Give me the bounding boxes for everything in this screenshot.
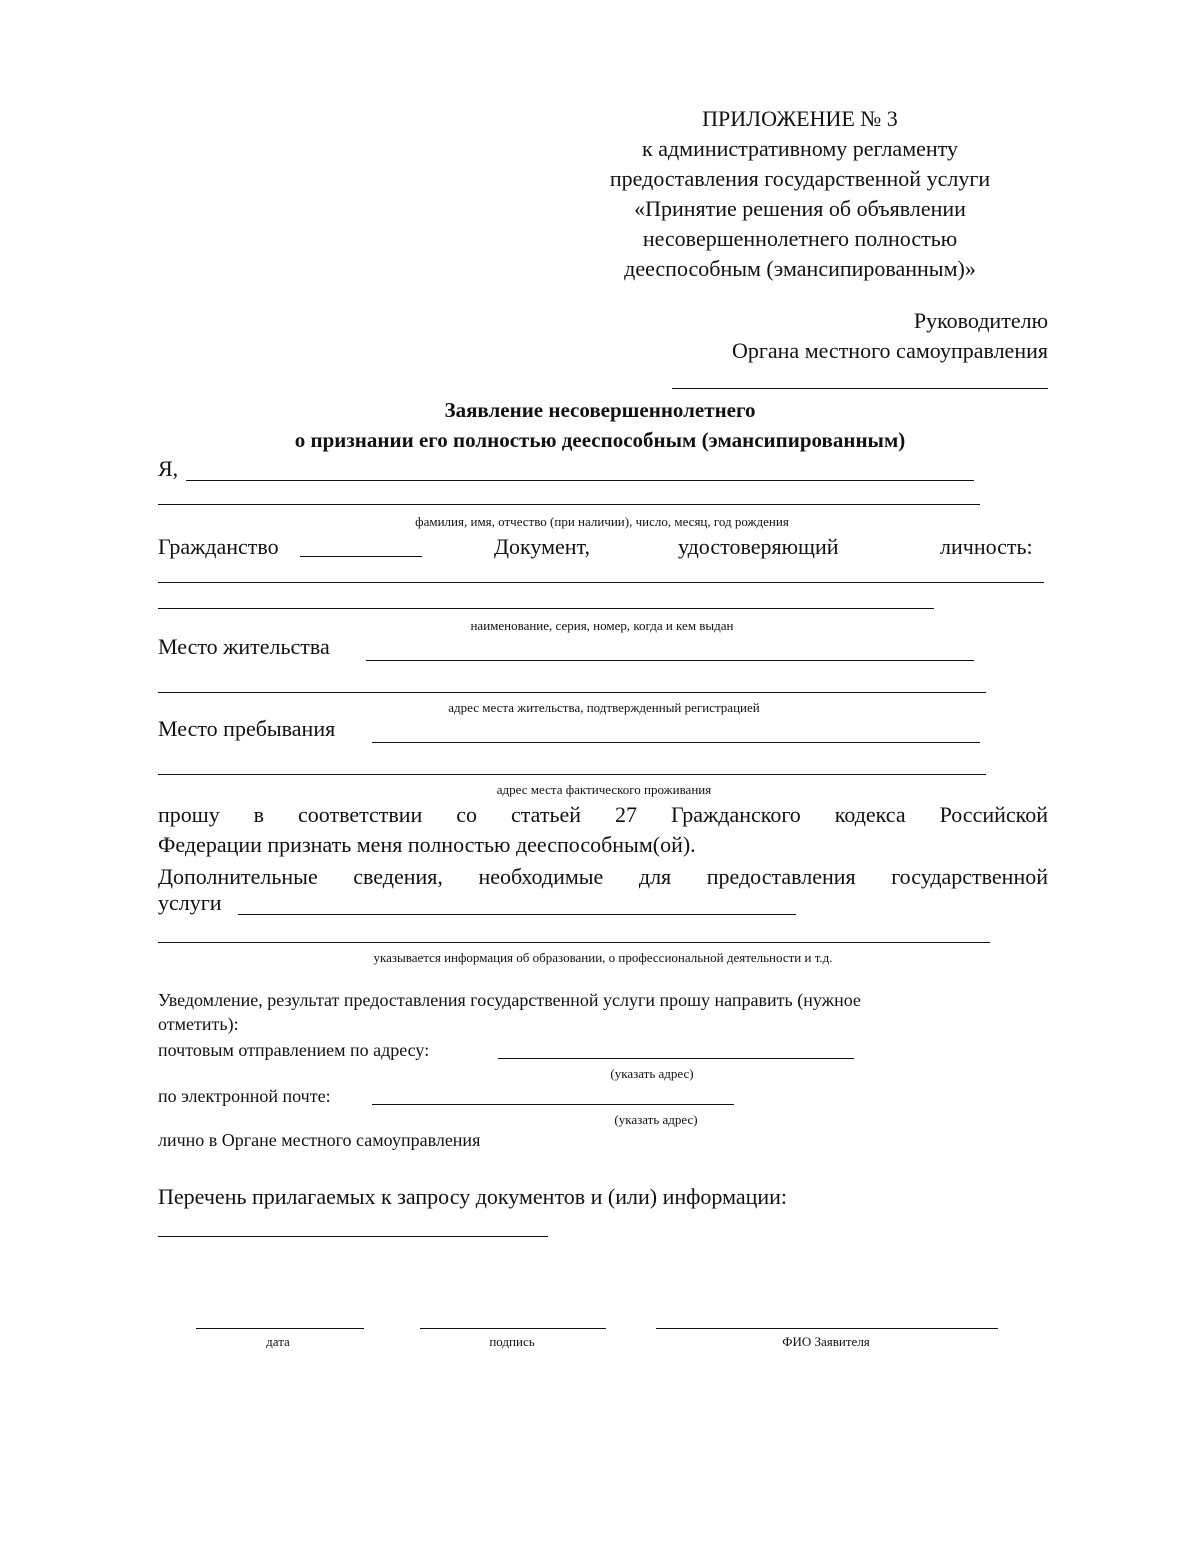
notification-line-2: отметить): — [158, 1014, 239, 1034]
attachments-label: Перечень прилагаемых к запросу документов и (или) информации: — [158, 1184, 788, 1209]
addressee-line-1: Руководителю — [913, 308, 1048, 333]
applicant-name-field-2[interactable] — [158, 504, 980, 505]
in-person-option[interactable]: лично в Органе местного самоуправления — [158, 1130, 481, 1150]
additional-info-field[interactable] — [238, 914, 796, 915]
residence-caption: адрес места жительства, подтвержденный регистрацией — [448, 700, 760, 715]
applicant-fullname-caption: ФИО Заявителя — [782, 1334, 870, 1349]
id-document-word-3: личность: — [940, 534, 1033, 559]
applicant-prefix: Я, — [158, 456, 179, 481]
citizenship-field[interactable] — [300, 556, 422, 557]
applicant-fullname-field[interactable] — [656, 1328, 998, 1329]
id-document-word-2: удостоверяющий — [678, 534, 839, 559]
email-caption: (указать адрес) — [614, 1112, 698, 1127]
residence-field-2[interactable] — [158, 692, 986, 693]
additional-info-caption: указывается информация об образовании, о профессиональной деятельности и т.д. — [373, 950, 833, 965]
regulation-line-5: дееспособным (эмансипированным)» — [624, 256, 976, 281]
additional-info-label: услуги — [158, 890, 222, 915]
regulation-line-2: предоставления государственной услуги — [609, 166, 991, 191]
signature-field[interactable] — [420, 1328, 606, 1329]
appendix-number: ПРИЛОЖЕНИЕ № 3 — [702, 106, 898, 131]
signature-caption: подпись — [489, 1334, 535, 1349]
regulation-line-3: «Принятие решения об объявлении — [634, 196, 966, 221]
id-document-caption: наименование, серия, номер, когда и кем выдан — [470, 618, 734, 633]
postal-address-field[interactable] — [498, 1058, 854, 1059]
postal-caption: (указать адрес) — [610, 1066, 694, 1081]
regulation-line-4: несовершеннолетнего полностью — [642, 226, 958, 251]
applicant-name-field[interactable] — [186, 480, 974, 481]
residence-field[interactable] — [366, 660, 974, 661]
request-line-3: Дополнительные сведения, необходимые для предоставления государственной — [158, 864, 1048, 889]
date-field[interactable] — [196, 1328, 364, 1329]
statement-title-line-2: о признании его полностью дееспособным (эмансипированным) — [294, 428, 906, 452]
date-caption: дата — [266, 1334, 290, 1349]
id-document-word-1: Документ, — [494, 534, 591, 559]
id-document-field[interactable] — [158, 582, 1044, 583]
email-address-field[interactable] — [372, 1104, 734, 1105]
stay-field[interactable] — [372, 742, 980, 743]
additional-info-field-2[interactable] — [158, 942, 990, 943]
notification-line-1: Уведомление, результат предоставления государственной услуги прошу направить (нужное — [158, 990, 861, 1010]
addressee-line-2: Органа местного самоуправления — [731, 338, 1048, 363]
request-line-1: прошу в соответствии со статьей 27 Гражданского кодекса Российской — [158, 802, 1048, 827]
request-line-2: Федерации признать меня полностью дееспособным(ой). — [158, 832, 696, 857]
appendix-heading — [560, 104, 1040, 134]
stay-label: Место пребывания — [158, 716, 336, 741]
regulation-line-1: к административному регламенту — [642, 136, 958, 161]
postal-label: почтовым отправлением по адресу: — [158, 1040, 430, 1060]
email-label: по электронной почте: — [158, 1086, 331, 1106]
stay-caption: адрес места фактического проживания — [496, 782, 712, 797]
addressee-name-field[interactable] — [672, 388, 1048, 389]
attachments-field[interactable] — [158, 1236, 548, 1237]
statement-title-line-1: Заявление несовершеннолетнего — [444, 398, 756, 422]
applicant-caption: фамилия, имя, отчество (при наличии), число, месяц, год рождения — [415, 514, 789, 529]
stay-field-2[interactable] — [158, 774, 986, 775]
id-document-field-2[interactable] — [158, 608, 934, 609]
citizenship-label: Гражданство — [158, 534, 279, 559]
residence-label: Место жительства — [158, 634, 330, 659]
